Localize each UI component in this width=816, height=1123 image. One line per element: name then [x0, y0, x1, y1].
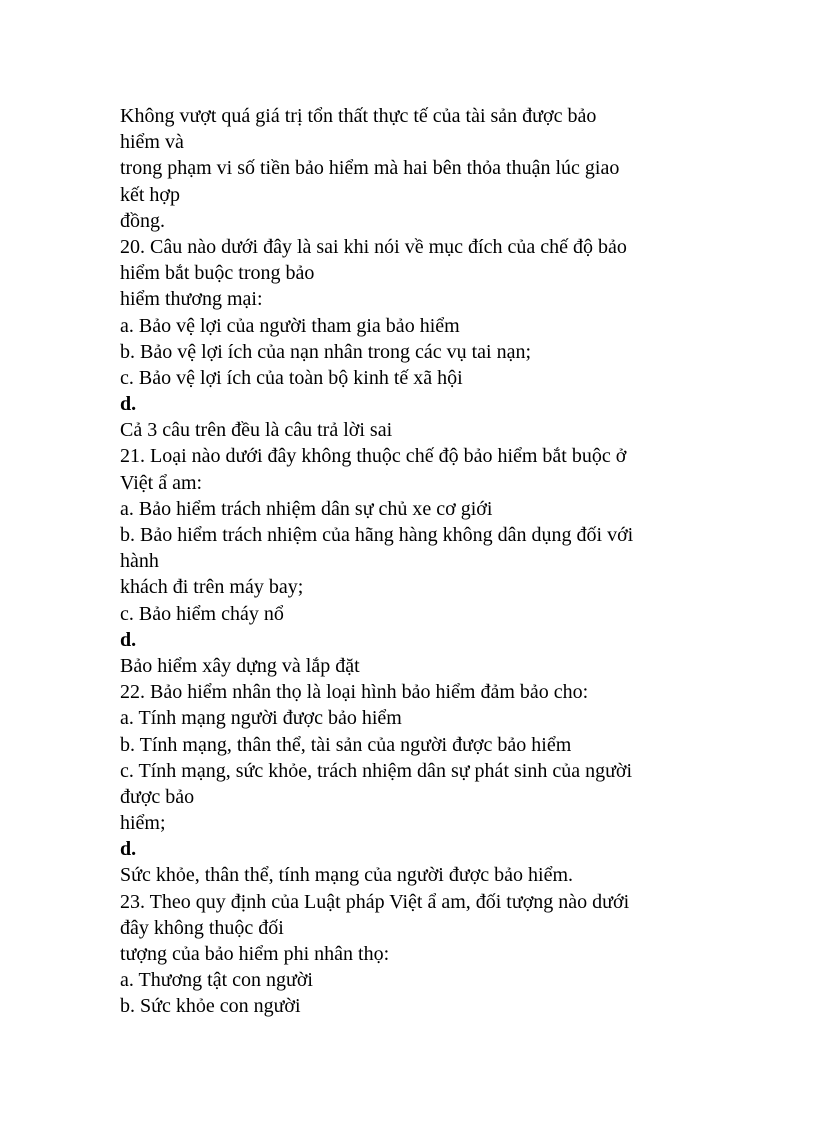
text-line: được bảo: [120, 785, 195, 808]
question-20-heading: 20. Câu nào dưới đây là sai khi nói về mục đích của chế độ bảo: [120, 235, 627, 258]
text-line: Việt ẩ am:: [120, 471, 203, 494]
answer-option-d-label: d.: [120, 628, 137, 651]
text-line: hiểm;: [120, 812, 166, 835]
answer-option-a: a. Bảo vệ lợi của người tham gia bảo hiểm: [120, 314, 460, 337]
text-line: tượng của bảo hiểm phi nhân thọ:: [120, 943, 390, 965]
text-line: đây không thuộc đối: [120, 916, 284, 939]
question-23-heading: 23. Theo quy định của Luật pháp Việt ẩ am, đối tượng nào dưới: [120, 890, 630, 913]
answer-option-c: c. Bảo hiểm cháy nổ: [120, 602, 284, 625]
answer-option-a: a. Bảo hiểm trách nhiệm dân sự chủ xe cơ giới: [120, 497, 493, 520]
text-line: Không vượt quá giá trị tổn thất thực tế của tài sản được bảo: [120, 105, 597, 127]
text-line: trong phạm vi số tiền bảo hiểm mà hai bên thỏa thuận lúc giao: [120, 157, 620, 180]
answer-option-b: b. Bảo hiểm trách nhiệm của hãng hàng không dân dụng đối với: [120, 524, 634, 546]
text-line: kết hợp: [120, 183, 181, 206]
answer-option-b: b. Bảo vệ lợi ích của nạn nhân trong các vụ tai nạn;: [120, 340, 531, 363]
text-line: hiểm và: [120, 131, 184, 154]
answer-option-b: b. Tính mạng, thân thể, tài sản của người được bảo hiểm: [120, 733, 572, 756]
text-line: hiểm bắt buộc trong bảo: [120, 262, 315, 285]
text-line: hành: [120, 550, 159, 573]
answer-option-a: a. Tính mạng người được bảo hiểm: [120, 707, 402, 730]
answer-option-d-label: d.: [120, 838, 137, 861]
answer-option-c: c. Tính mạng, sức khỏe, trách nhiệm dân sự phát sinh của người: [120, 759, 633, 782]
text-line: hiểm thương mại:: [120, 288, 263, 311]
answer-option-d-text: Sức khỏe, thân thể, tính mạng của người được bảo hiểm.: [120, 864, 574, 887]
document-text: [120, 103, 760, 1020]
text-line: khách đi trên máy bay;: [120, 576, 304, 599]
answer-option-b: b. Sức khỏe con người: [120, 995, 301, 1018]
answer-option-a: a. Thương tật con người: [120, 969, 313, 992]
answer-option-c: c. Bảo vệ lợi ích của toàn bộ kinh tế xã hội: [120, 366, 463, 389]
question-22-heading: 22. Bảo hiểm nhân thọ là loại hình bảo hiểm đảm bảo cho:: [120, 681, 589, 704]
answer-option-d-label: d.: [120, 393, 137, 416]
text-line: đồng.: [120, 209, 165, 232]
answer-option-d-text: Cả 3 câu trên đều là câu trả lời sai: [120, 419, 393, 442]
answer-option-d-text: Bảo hiểm xây dựng và lắp đặt: [120, 654, 360, 677]
question-21-heading: 21. Loại nào dưới đây không thuộc chế độ bảo hiểm bắt buộc ở: [120, 445, 627, 468]
